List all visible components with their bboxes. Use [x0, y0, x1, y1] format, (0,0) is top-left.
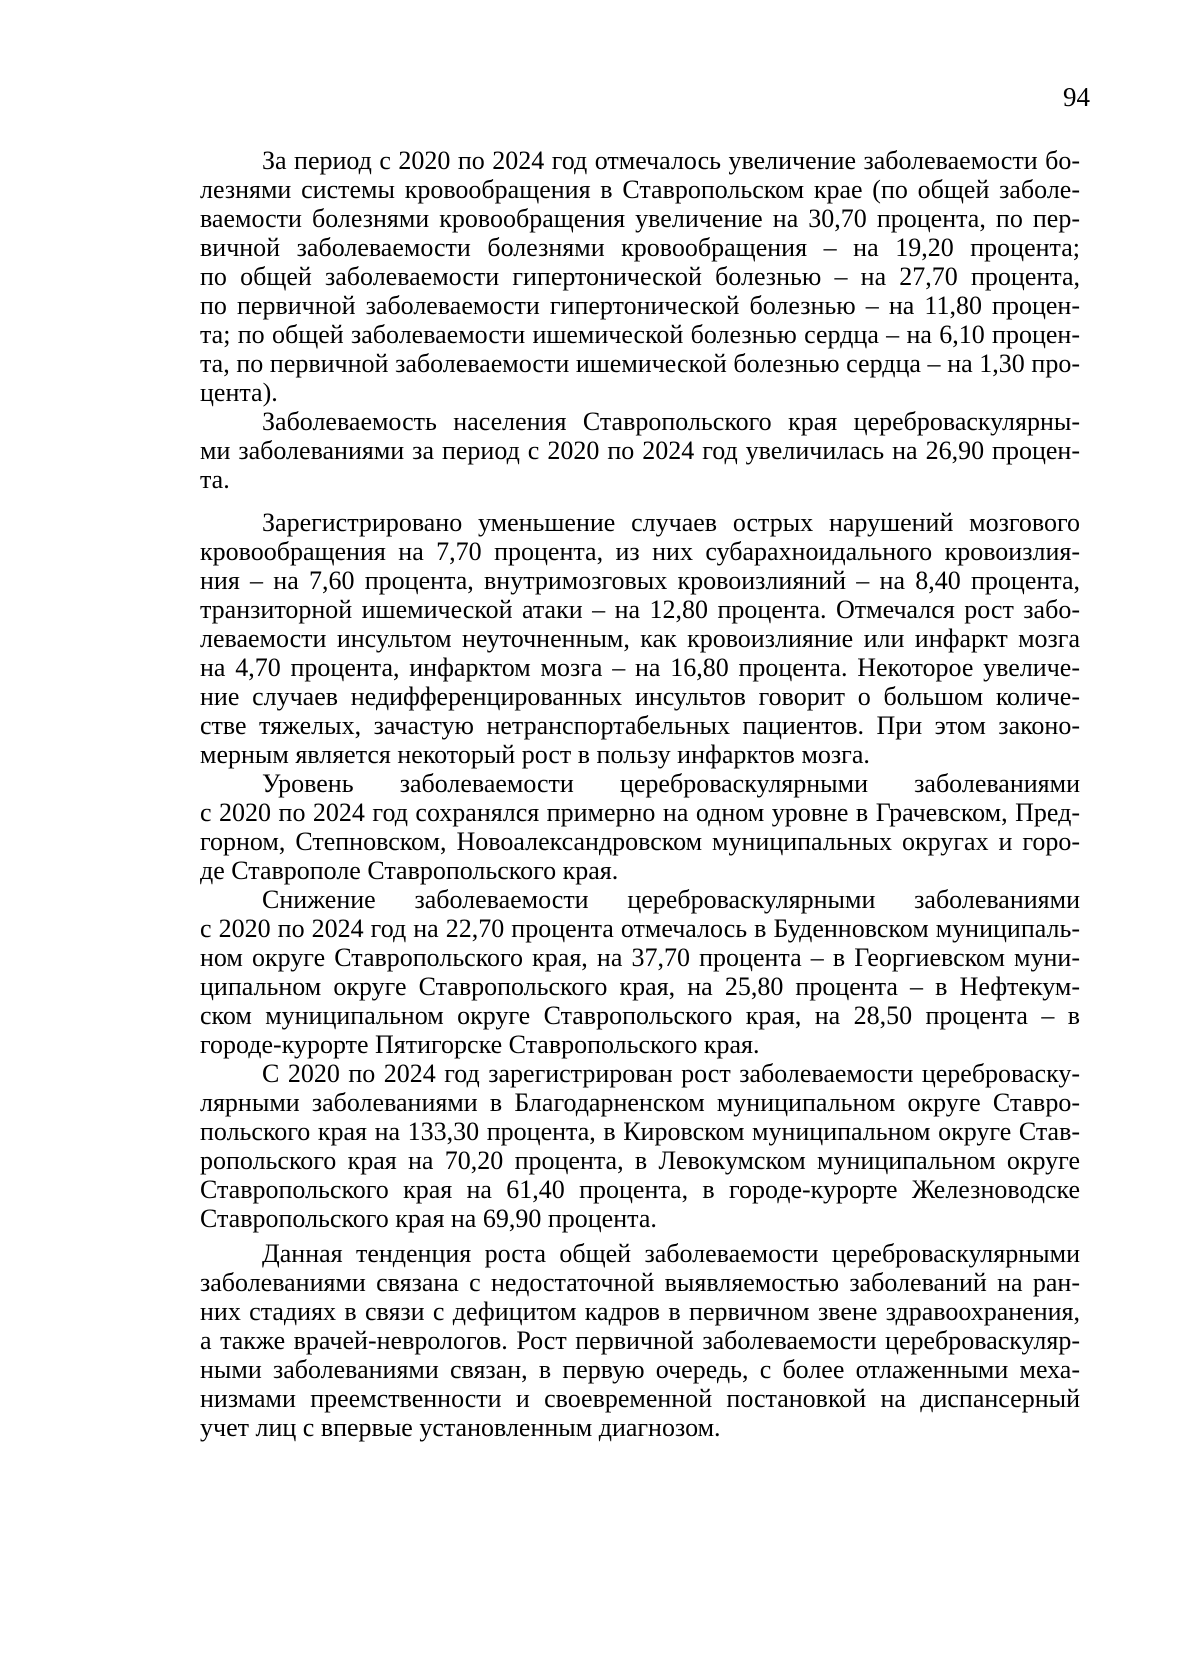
- text-line: Заболеваемость населения Ставропольского края цереброваскулярны-: [262, 407, 1080, 436]
- text-line: Ставропольского края на 61,40 процента, в городе-курорте Железноводске: [200, 1175, 1080, 1204]
- text-line: За период с 2020 по 2024 год отмечалось увеличение заболеваемости бо-: [262, 146, 1080, 175]
- text-line: Зарегистрировано уменьшение случаев острых нарушений мозгового: [262, 508, 1080, 537]
- text-line: горном, Степновском, Новоалександровском муниципальных округах и горо-: [200, 827, 1080, 856]
- text-line: ние случаев недифференцированных инсультов говорит о большом количе-: [200, 682, 1080, 711]
- text-line: С 2020 по 2024 год зарегистрирован рост заболеваемости цереброваску-: [262, 1059, 1080, 1088]
- text-line: лезнями системы кровообращения в Ставропольском крае (по общей заболе-: [200, 175, 1080, 204]
- text-line: на 4,70 процента, инфарктом мозга – на 16,80 процента. Некоторое увеличе-: [200, 653, 1080, 682]
- text-line: по общей заболеваемости гипертонической болезнью – на 27,70 процента,: [200, 262, 1080, 291]
- text-line: де Ставрополе Ставропольского края.: [200, 856, 619, 885]
- text-line: ными заболеваниями связан, в первую очередь, с более отлаженными меха-: [200, 1355, 1080, 1384]
- text-line: Ставропольского края на 69,90 процента.: [200, 1204, 657, 1233]
- text-line: с 2020 по 2024 год на 22,70 процента отмечалось в Буденновском муниципаль-: [200, 914, 1080, 943]
- text-line: ми заболеваниями за период с 2020 по 2024 год увеличилась на 26,90 процен-: [200, 436, 1080, 465]
- paragraph-3: [200, 508, 1080, 769]
- text-line: ния – на 7,60 процента, внутримозговых кровоизлияний – на 8,40 процента,: [200, 566, 1080, 595]
- document-body: [200, 146, 1080, 1442]
- text-line: ном округе Ставропольского края, на 37,70 процента – в Георгиевском муни-: [200, 943, 1080, 972]
- paragraph-6: [200, 1059, 1080, 1233]
- paragraph-gap: [200, 494, 1080, 508]
- text-line: низмами преемственности и своевременной постановкой на диспансерный: [200, 1384, 1080, 1413]
- text-line: та, по первичной заболеваемости ишемической болезнью сердца – на 1,30 про-: [200, 349, 1080, 378]
- text-line: леваемости инсультом неуточненным, как кровоизлияние или инфаркт мозга: [200, 624, 1080, 653]
- text-line: Снижение заболеваемости цереброваскулярными заболеваниями: [262, 885, 1080, 914]
- text-line: с 2020 по 2024 год сохранялся примерно на одном уровне в Грачевском, Пред-: [200, 798, 1080, 827]
- text-line: заболеваниями связана с недостаточной выявляемостью заболеваний на ран-: [200, 1268, 1080, 1297]
- text-line: транзиторной ишемической атаки – на 12,80 процента. Отмечался рост забо-: [200, 595, 1080, 624]
- paragraph-4: [200, 769, 1080, 885]
- text-line: вичной заболеваемости болезнями кровообращения – на 19,20 процента;: [200, 233, 1080, 262]
- paragraph-2: [200, 407, 1080, 494]
- text-line: ском муниципальном округе Ставропольского края, на 28,50 процента – в: [200, 1001, 1080, 1030]
- text-line: та.: [200, 465, 230, 494]
- text-line: ропольского края на 70,20 процента, в Левокумском муниципальном округе: [200, 1146, 1080, 1175]
- text-line: лярными заболеваниями в Благодарненском муниципальном округе Ставро-: [200, 1088, 1080, 1117]
- text-line: учет лиц с впервые установленным диагнозом.: [200, 1413, 721, 1442]
- text-line: стве тяжелых, зачастую нетранспортабельных пациентов. При этом законо-: [200, 711, 1080, 740]
- text-line: них стадиях в связи с дефицитом кадров в первичном звене здравоохранения,: [200, 1297, 1080, 1326]
- paragraph-1: [200, 146, 1080, 407]
- text-line: Уровень заболеваемости цереброваскулярными заболеваниями: [262, 769, 1080, 798]
- text-line: мерным является некоторый рост в пользу инфарктов мозга.: [200, 740, 870, 769]
- text-line: по первичной заболеваемости гипертонической болезнью – на 11,80 процен-: [200, 291, 1080, 320]
- paragraph-5: [200, 885, 1080, 1059]
- text-line: ципальном округе Ставропольского края, на 25,80 процента – в Нефтекум-: [200, 972, 1080, 1001]
- text-line: та; по общей заболеваемости ишемической болезнью сердца – на 6,10 процен-: [200, 320, 1080, 349]
- text-line: Данная тенденция роста общей заболеваемости цереброваскулярными: [262, 1239, 1080, 1268]
- text-line: городе-курорте Пятигорске Ставропольского края.: [200, 1030, 760, 1059]
- text-line: кровообращения на 7,70 процента, из них субарахноидального кровоизлия-: [200, 537, 1080, 566]
- text-line: ваемости болезнями кровообращения увеличение на 30,70 процента, по пер-: [200, 204, 1080, 233]
- page-number: 94: [1063, 82, 1090, 112]
- text-line: польского края на 133,30 процента, в Кировском муниципальном округе Став-: [200, 1117, 1080, 1146]
- paragraph-7: [200, 1239, 1080, 1442]
- text-line: а также врачей-неврологов. Рост первичной заболеваемости цереброваскуляр-: [200, 1326, 1080, 1355]
- text-line: цента).: [200, 378, 278, 407]
